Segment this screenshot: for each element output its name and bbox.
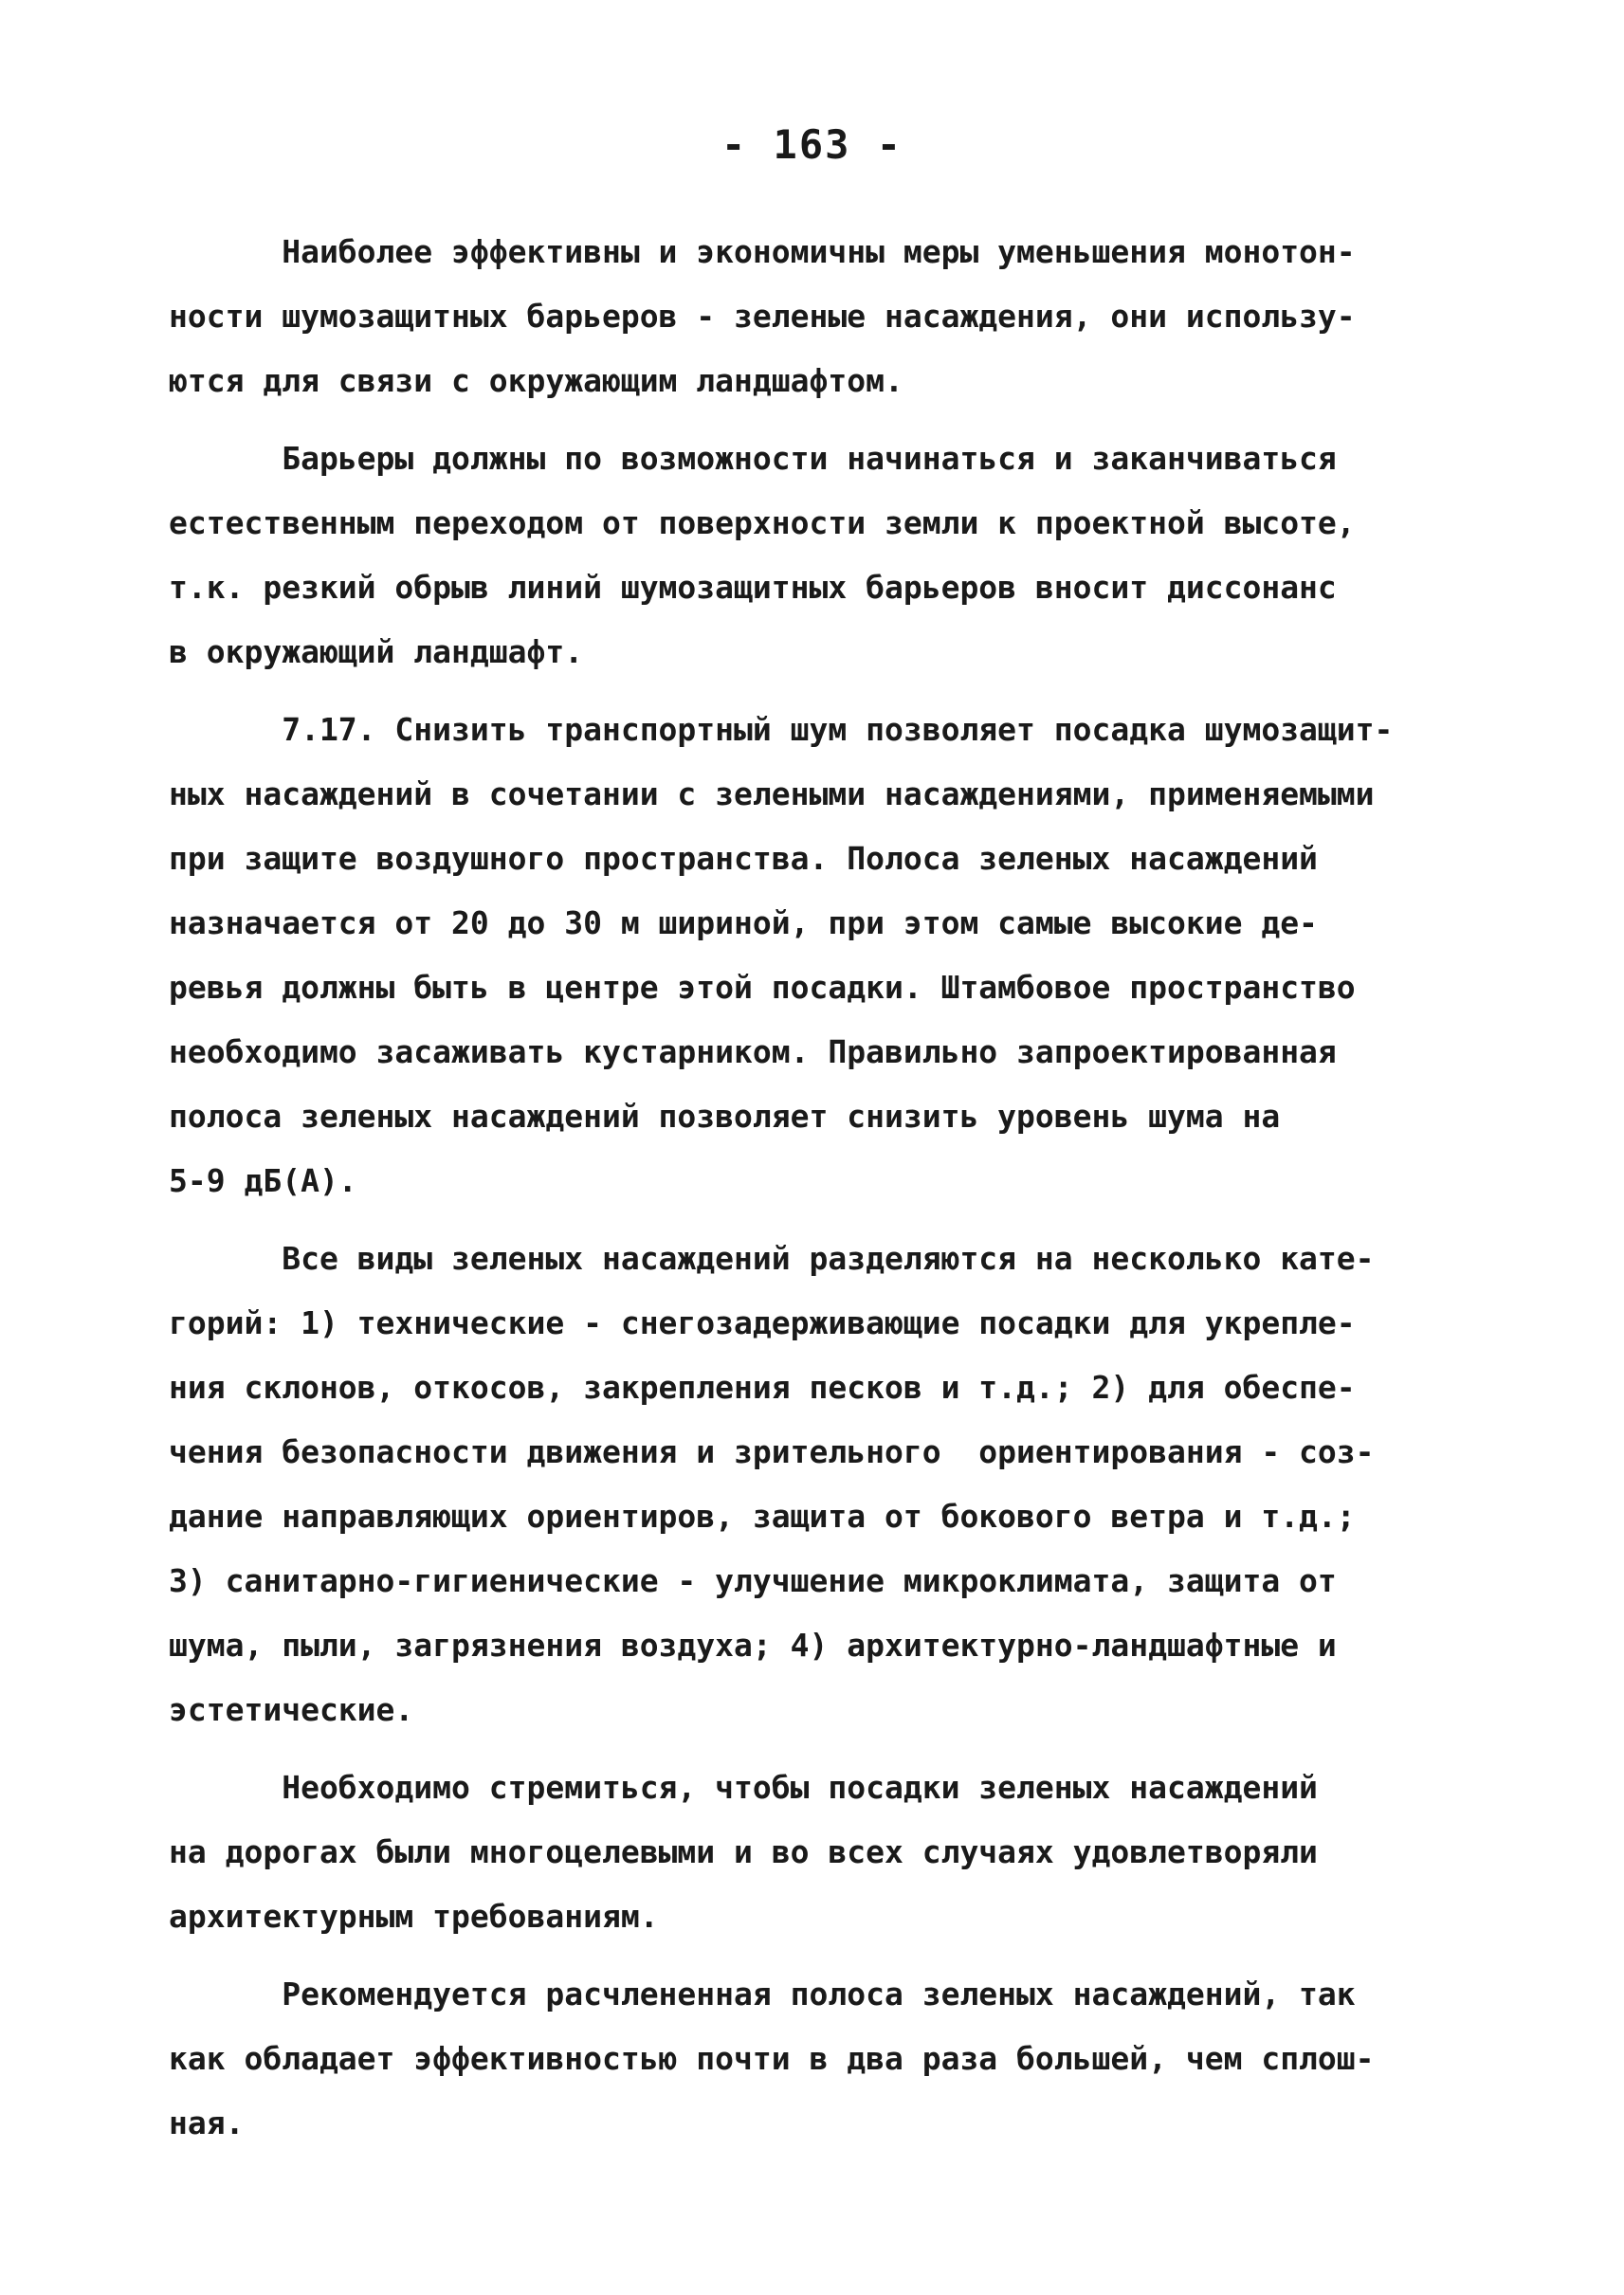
page-number: - 163 - (721, 121, 903, 168)
paragraph-1 (169, 220, 1477, 413)
text-line: шума, пыли, загрязнения воздуха; 4) архитектурно-ландшафтные и (169, 1627, 1337, 1664)
text-line: как обладает эффективностью почти в два раза большей, чем сплош- (169, 2040, 1375, 2077)
text-line: 5-9 дБ(А). (169, 1162, 357, 1199)
text-line: назначается от 20 до 30 м шириной, при этом самые высокие де- (169, 904, 1318, 941)
text-line: чения безопасности движения и зрительного ориентирования - соз- (169, 1433, 1375, 1470)
text-line: полоса зеленых насаждений позволяет снизить уровень шума на (169, 1098, 1281, 1135)
text-line: естественным переходом от поверхности земли к проектной высоте, (169, 504, 1356, 541)
body-text (169, 220, 1477, 2169)
text-line: ния склонов, откосов, закрепления песков и т.д.; 2) для обеспе- (169, 1369, 1356, 1406)
text-line: Рекомендуется расчлененная полоса зеленых насаждений, так (169, 1976, 1356, 2013)
text-line: ются для связи с окружающим ландшафтом. (169, 362, 903, 399)
text-line: дание направляющих ориентиров, защита от бокового ветра и т.д.; (169, 1498, 1356, 1535)
paragraph-2 (169, 427, 1477, 684)
text-line: ности шумозащитных барьеров - зеленые насаждения, они использу- (169, 298, 1356, 335)
text-line: на дорогах были многоцелевыми и во всех случаях удовлетворяли (169, 1833, 1318, 1870)
text-line: горий: 1) технические - снегозадерживающие посадки для укрепле- (169, 1304, 1356, 1341)
text-line: 3) санитарно-гигиенические - улучшение микроклимата, защита от (169, 1562, 1337, 1599)
text-line: 7.17. Снизить транспортный шум позволяет посадка шумозащит- (169, 711, 1394, 748)
text-line: ревья должны быть в центре этой посадки. Штамбовое пространство (169, 969, 1356, 1006)
text-line: в окружающий ландшафт. (169, 633, 584, 670)
text-line: т.к. резкий обрыв линий шумозащитных барьеров вносит диссонанс (169, 569, 1337, 606)
paragraph-3 (169, 698, 1477, 1213)
paragraph-4 (169, 1227, 1477, 1742)
text-line: ных насаждений в сочетании с зелеными насаждениями, применяемыми (169, 775, 1375, 812)
text-line: Все виды зеленых насаждений разделяются на несколько кате- (169, 1240, 1375, 1277)
paragraph-5 (169, 1756, 1477, 1949)
text-line: эстетические. (169, 1691, 414, 1728)
paragraph-6 (169, 1962, 1477, 2156)
text-line: необходимо засаживать кустарником. Правильно запроектированная (169, 1033, 1337, 1070)
text-line: Барьеры должны по возможности начинаться и заканчиваться (169, 440, 1337, 477)
text-line: Необходимо стремиться, чтобы посадки зеленых насаждений (169, 1769, 1318, 1806)
text-line: при защите воздушного пространства. Полоса зеленых насаждений (169, 840, 1318, 877)
text-line: Наиболее эффективны и экономичны меры уменьшения монотон- (169, 233, 1356, 270)
text-line: ная. (169, 2104, 245, 2141)
text-line: архитектурным требованиям. (169, 1898, 659, 1935)
